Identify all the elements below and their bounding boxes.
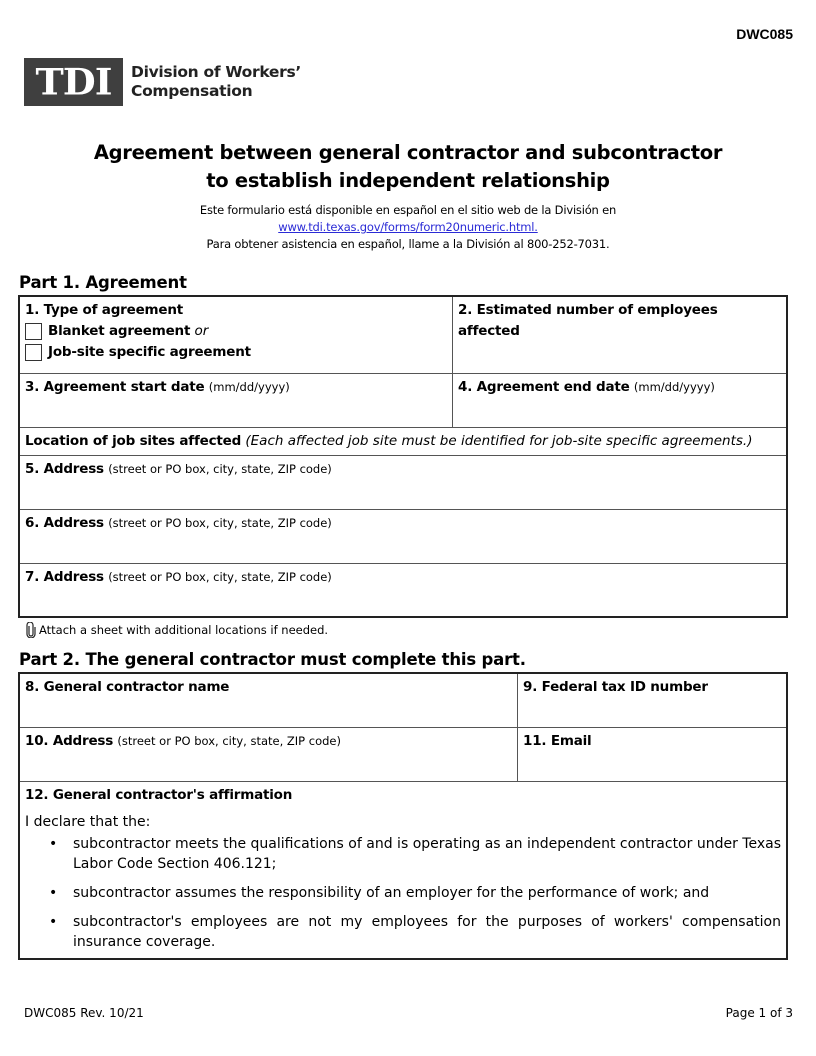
affirmation-item: • subcontractor meets the qualifications of and is operating as an independent contractor under Texas Labor Code Section 406.121; [49, 836, 781, 872]
title-line-2: to establish independent relationship [206, 169, 610, 192]
contractor-name-field[interactable] [20, 674, 517, 727]
spanish-notice [0, 202, 816, 253]
address-7-field[interactable] [20, 564, 786, 616]
location-label: Location of job sites affected [25, 433, 242, 449]
affirmation-list [25, 834, 781, 952]
logo-mark-text: TDI [35, 60, 112, 103]
address-5-hint: (street or PO box, city, state, ZIP code) [108, 462, 332, 476]
jobsite-label: Job-site specific agreement [48, 344, 251, 360]
bullet-icon: • [49, 885, 58, 901]
type-of-agreement-cell [20, 297, 452, 373]
attach-note-text: Attach a sheet with additional locations if needed. [39, 623, 329, 637]
field12-label: 12. General contractor's affirmation [25, 787, 293, 803]
part1-table [18, 295, 788, 618]
part1-row-1 [20, 297, 786, 374]
blanket-option [25, 321, 447, 342]
affirmation-cell [20, 782, 786, 958]
logo-line-2: Compensation [131, 82, 253, 100]
start-date-field[interactable] [20, 374, 452, 427]
field10-label: 10. Address [25, 733, 114, 749]
address-5-label: 5. Address [25, 461, 104, 477]
part2-row-2 [20, 728, 786, 782]
logo-text [131, 63, 301, 101]
field10-hint: (street or PO box, city, state, ZIP code) [117, 734, 341, 748]
field2-label: 2. Estimated number of employees affected [458, 302, 718, 339]
tdi-logo [24, 58, 301, 106]
paperclip-icon [25, 622, 37, 638]
field8-label: 8. General contractor name [25, 679, 230, 695]
jobsite-agreement-checkbox[interactable] [25, 344, 42, 361]
blanket-label: Blanket agreement [48, 323, 191, 339]
jobsite-option [25, 342, 447, 363]
logo-line-1: Division of Workers’ [131, 63, 302, 81]
address-5-field[interactable] [20, 456, 786, 509]
bullet-icon: • [49, 836, 58, 852]
attach-note [25, 622, 328, 638]
spanish-line-3: Para obtener asistencia en español, llame a la División al 800-252-7031. [206, 237, 610, 251]
field3-hint: (mm/dd/yyyy) [208, 380, 290, 394]
affirmation-intro: I declare that the: [25, 814, 151, 830]
address-6-label: 6. Address [25, 515, 104, 531]
affirmation-row [20, 782, 786, 958]
page-title [0, 139, 816, 195]
address-7-hint: (street or PO box, city, state, ZIP code) [108, 570, 332, 584]
affirmation-item: • subcontractor assumes the responsibility of an employer for the performance of work; and [49, 885, 710, 901]
form-code: DWC085 [736, 26, 793, 42]
address-6-row [20, 510, 786, 564]
part2-heading: Part 2. The general contractor must complete this part. [19, 650, 526, 669]
federal-tax-id-field[interactable] [517, 674, 786, 727]
affirmation-item: • subcontractor's employees are not my employees for the purposes of workers' compensation insurance coverage. [49, 914, 781, 950]
blanket-agreement-checkbox[interactable] [25, 323, 42, 340]
part2-row-1 [20, 674, 786, 728]
location-cell [20, 428, 786, 455]
email-field[interactable] [517, 728, 786, 781]
blanket-or: or [194, 323, 209, 339]
address-5-row [20, 456, 786, 510]
address-7-row [20, 564, 786, 616]
address-7-label: 7. Address [25, 569, 104, 585]
part1-row-2 [20, 374, 786, 428]
end-date-field[interactable] [452, 374, 786, 427]
field9-label: 9. Federal tax ID number [523, 679, 708, 695]
location-note: (Each affected job site must be identified for job-site specific agreements.) [245, 433, 753, 449]
bullet-icon: • [49, 914, 58, 930]
estimated-employees-field[interactable] [452, 297, 786, 373]
address-6-hint: (street or PO box, city, state, ZIP code) [108, 516, 332, 530]
footer-revision: DWC085 Rev. 10/21 [24, 1006, 144, 1020]
logo-mark [24, 58, 123, 106]
field1-label: 1. Type of agreement [25, 302, 184, 318]
field4-label: 4. Agreement end date [458, 379, 630, 395]
location-row [20, 428, 786, 456]
forms-link[interactable]: www.tdi.texas.gov/forms/form20numeric.html. [278, 220, 538, 234]
address-6-field[interactable] [20, 510, 786, 563]
contractor-address-field[interactable] [20, 728, 517, 781]
footer-page-number: Page 1 of 3 [725, 1006, 793, 1020]
field11-label: 11. Email [523, 733, 592, 749]
part1-heading: Part 1. Agreement [19, 273, 187, 292]
part2-table [18, 672, 788, 960]
spanish-line-1: Este formulario está disponible en español en el sitio web de la División en [199, 203, 617, 217]
field4-hint: (mm/dd/yyyy) [633, 380, 715, 394]
field3-label: 3. Agreement start date [25, 379, 205, 395]
title-line-1: Agreement between general contractor and subcontractor [93, 141, 723, 164]
